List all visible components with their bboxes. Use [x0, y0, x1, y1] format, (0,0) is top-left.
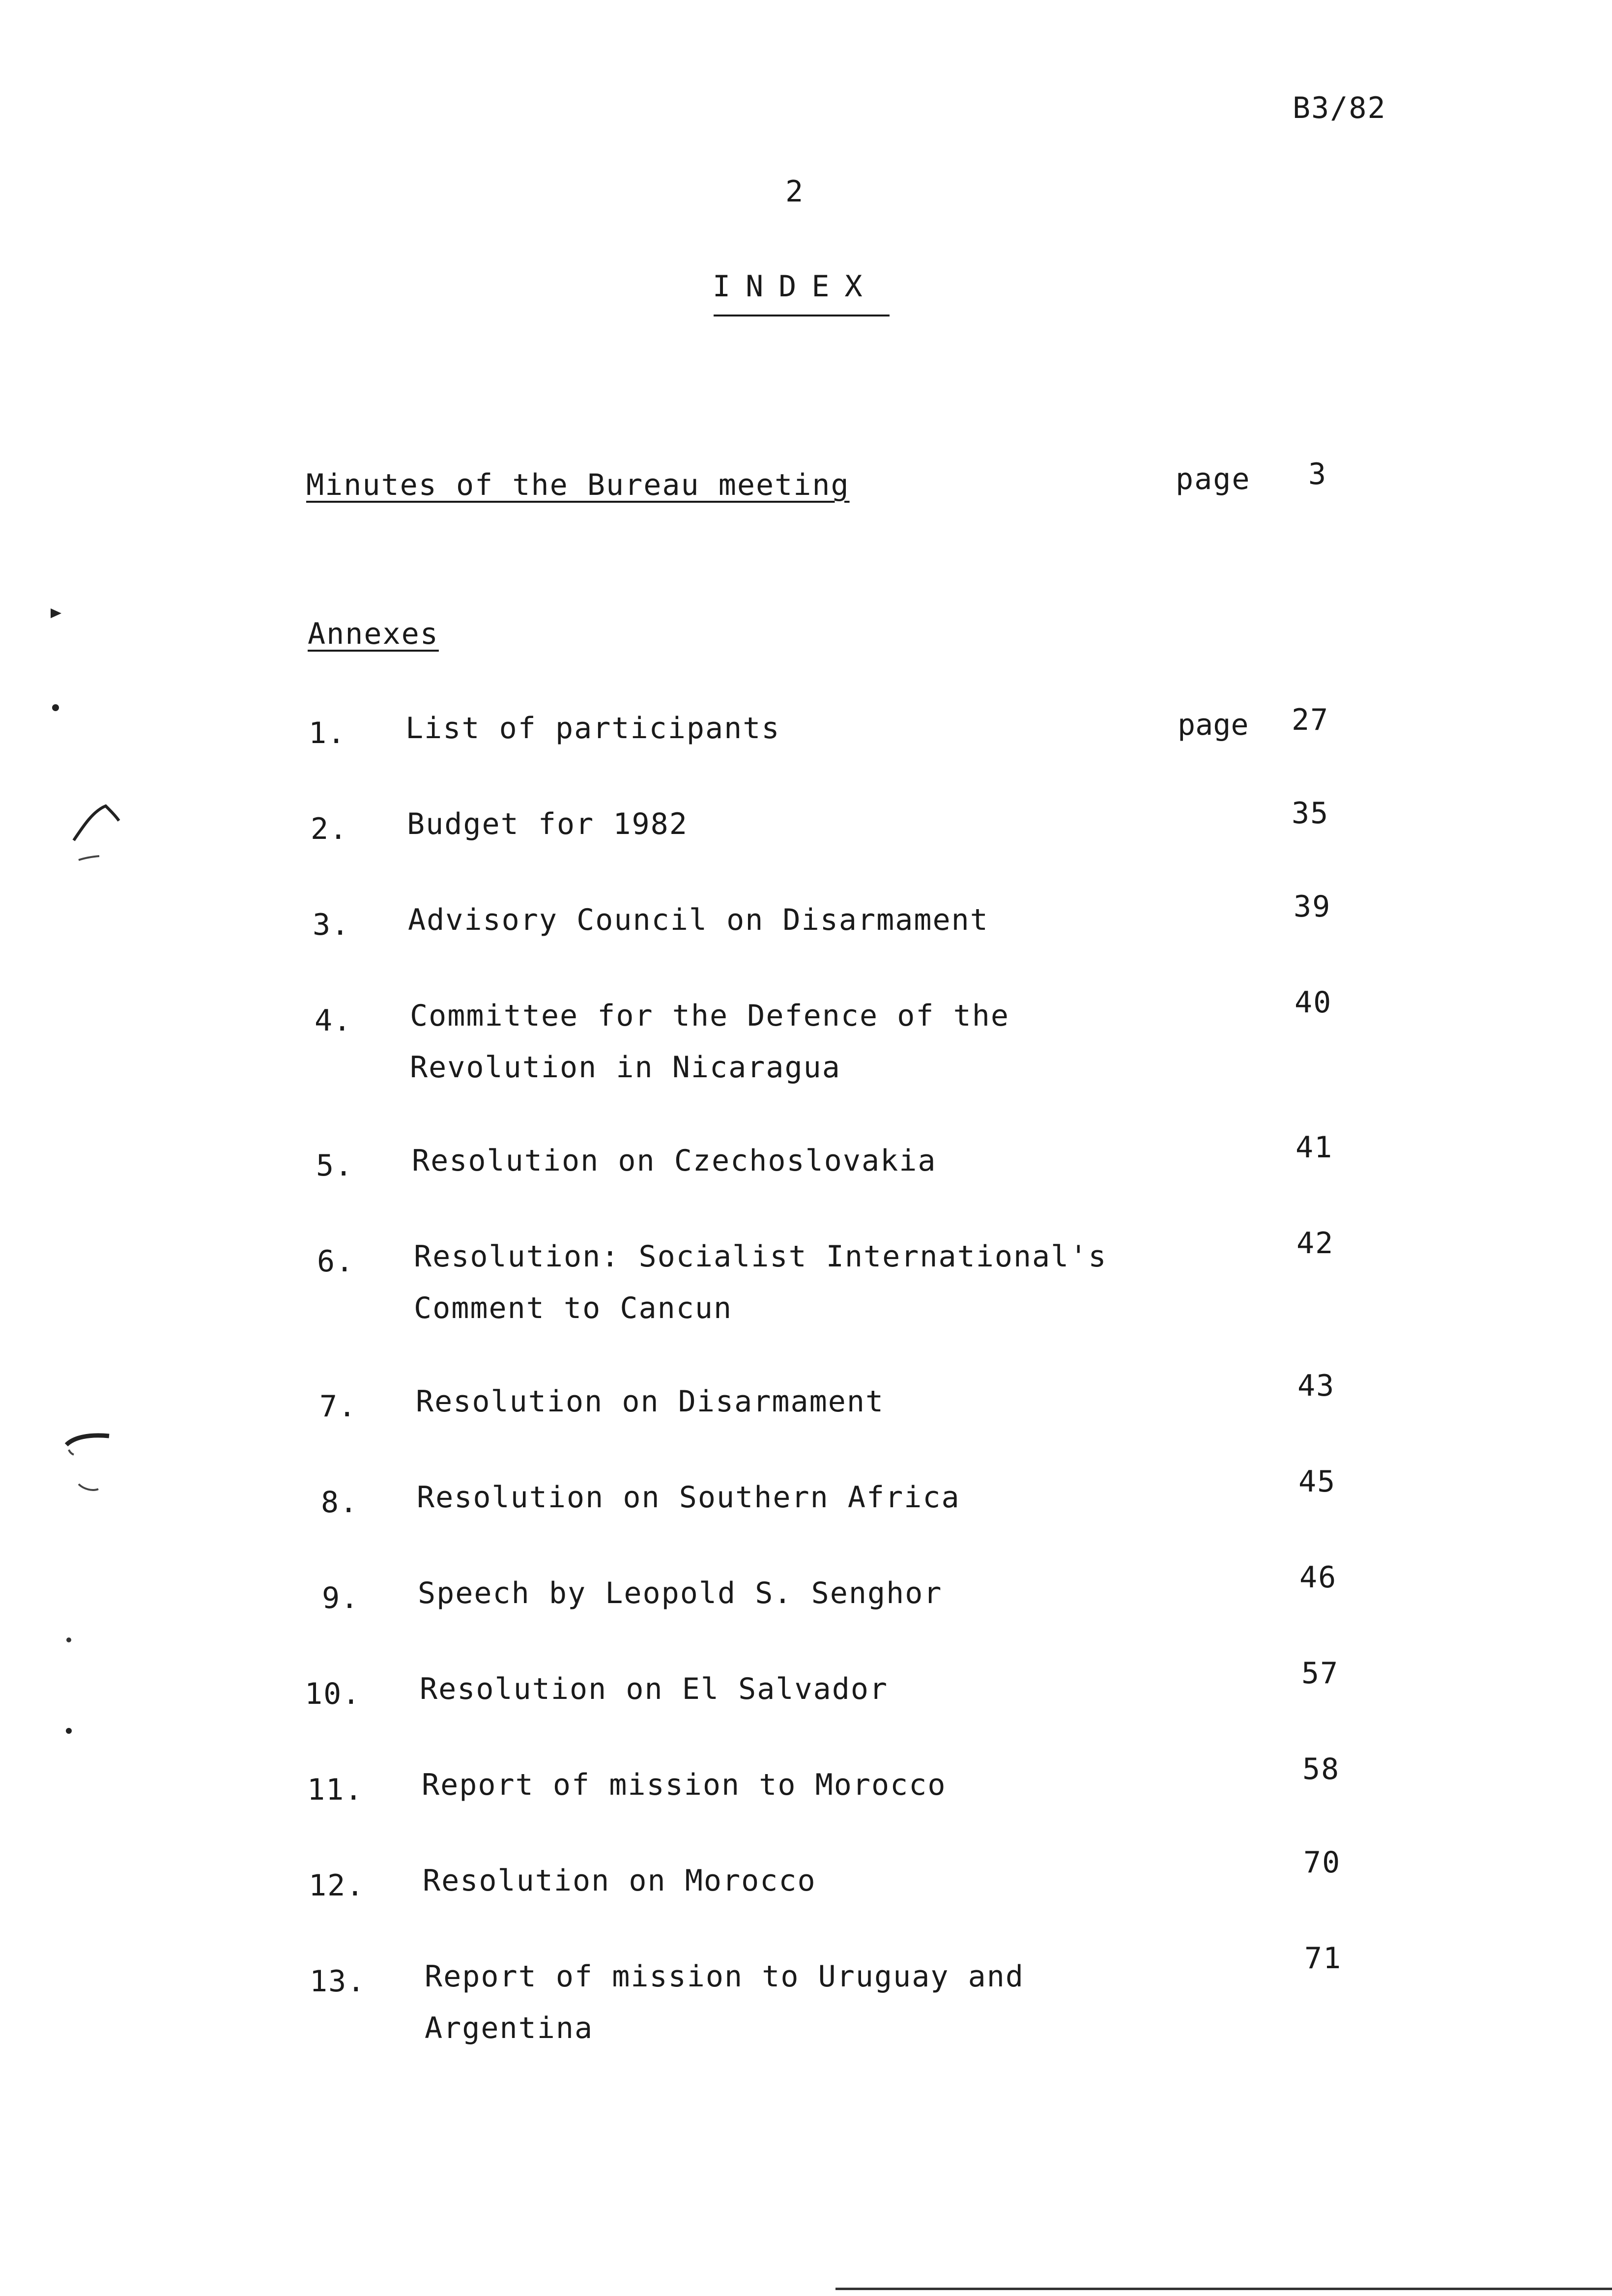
annex-item-page: 70 — [1303, 1845, 1341, 1880]
scan-mark-arc-1 — [64, 791, 123, 875]
annex-item-title — [420, 1664, 888, 1715]
annex-item-page: 46 — [1299, 1560, 1337, 1595]
annex-item-number: 10. — [305, 1677, 361, 1711]
scan-mark-left-2 — [48, 700, 63, 715]
annex-item-title — [405, 703, 780, 754]
annex-item-title-line: Advisory Council on Disarmament — [408, 903, 989, 937]
annex-item-title — [408, 894, 989, 946]
annex-item-number: 4. — [315, 1004, 352, 1038]
minutes-page-label: page — [1176, 462, 1251, 496]
scan-mark-left-3 — [63, 1634, 75, 1646]
document-reference: B3/82 — [1293, 91, 1386, 125]
page-number: 2 — [785, 174, 805, 209]
annex-item-page: 45 — [1298, 1464, 1336, 1499]
bottom-edge-rule — [835, 2288, 1612, 2290]
annex-item-page: 35 — [1292, 796, 1329, 831]
index-title: INDEX — [713, 269, 878, 304]
annex-item-title — [418, 1568, 942, 1619]
scan-mark-left-1 — [47, 603, 66, 623]
annex-item-page: 39 — [1294, 890, 1331, 924]
annex-item-number: 5. — [316, 1148, 354, 1183]
annex-item-page: 42 — [1296, 1226, 1334, 1261]
annex-item-title-line: Resolution on Southern Africa — [417, 1480, 960, 1515]
annex-item-number: 2. — [311, 812, 348, 846]
annex-item-title-line: Argentina — [425, 2011, 594, 2045]
annex-item-title-line: Comment to Cancun — [414, 1291, 733, 1325]
scan-mark-left-4 — [63, 1725, 75, 1737]
annex-item-number: 1. — [309, 716, 346, 750]
annex-item-title-line: Speech by Leopold S. Senghor — [418, 1576, 943, 1610]
annex-item-title-line: Resolution on Disarmament — [416, 1384, 885, 1419]
annex-item-page: 40 — [1295, 985, 1332, 1020]
annex-item-title-line: Resolution on Morocco — [423, 1864, 816, 1898]
annex-item-title — [425, 1951, 1024, 2054]
index-title-underline — [714, 315, 890, 316]
annex-item-page: 71 — [1304, 1941, 1342, 1976]
annex-item-page: 43 — [1297, 1369, 1335, 1403]
annex-page-label: page — [1178, 708, 1249, 742]
annex-item-title — [410, 990, 1009, 1093]
annex-item-title-line: Report of mission to Morocco — [422, 1768, 947, 1802]
annex-item-number: 13. — [310, 1964, 366, 1999]
annex-item-title-line: Resolution on El Salvador — [420, 1672, 889, 1706]
annexes-heading: Annexes — [308, 617, 439, 651]
annex-item-page: 41 — [1295, 1130, 1333, 1165]
annex-item-number: 11. — [307, 1773, 364, 1807]
annex-item-title-line: Committee for the Defence of the — [410, 999, 1009, 1033]
annex-item-title — [407, 799, 688, 850]
annex-item-number: 7. — [319, 1389, 357, 1424]
annex-item-number: 3. — [313, 908, 350, 942]
annex-item-title-line: Resolution: Socialist International's — [414, 1239, 1107, 1274]
annex-item-title — [416, 1376, 884, 1428]
annex-item-title-line: Revolution in Nicaragua — [410, 1050, 841, 1085]
scan-mark-arc-2 — [59, 1415, 123, 1504]
annex-item-title — [422, 1759, 946, 1811]
minutes-page-number: 3 — [1308, 457, 1327, 491]
minutes-title: Minutes of the Bureau meeting — [306, 468, 850, 502]
annex-item-title — [412, 1135, 936, 1187]
annex-item-title-line: Budget for 1982 — [407, 807, 688, 841]
annex-item-page: 58 — [1302, 1752, 1340, 1786]
annex-item-title — [414, 1231, 1107, 1334]
annex-item-number: 12. — [309, 1868, 365, 1903]
annex-item-title — [417, 1472, 960, 1523]
annex-item-number: 6. — [317, 1244, 355, 1279]
annex-item-page: 27 — [1292, 703, 1329, 737]
annex-item-number: 9. — [322, 1581, 360, 1615]
annex-item-title — [423, 1855, 816, 1907]
annex-item-title-line: Resolution on Czechoslovakia — [412, 1144, 937, 1178]
annex-item-title-line: List of participants — [405, 711, 780, 746]
annex-item-title-line: Report of mission to Uruguay and — [425, 1959, 1024, 1994]
annex-item-number: 8. — [321, 1485, 359, 1520]
annex-item-page: 57 — [1301, 1656, 1339, 1691]
